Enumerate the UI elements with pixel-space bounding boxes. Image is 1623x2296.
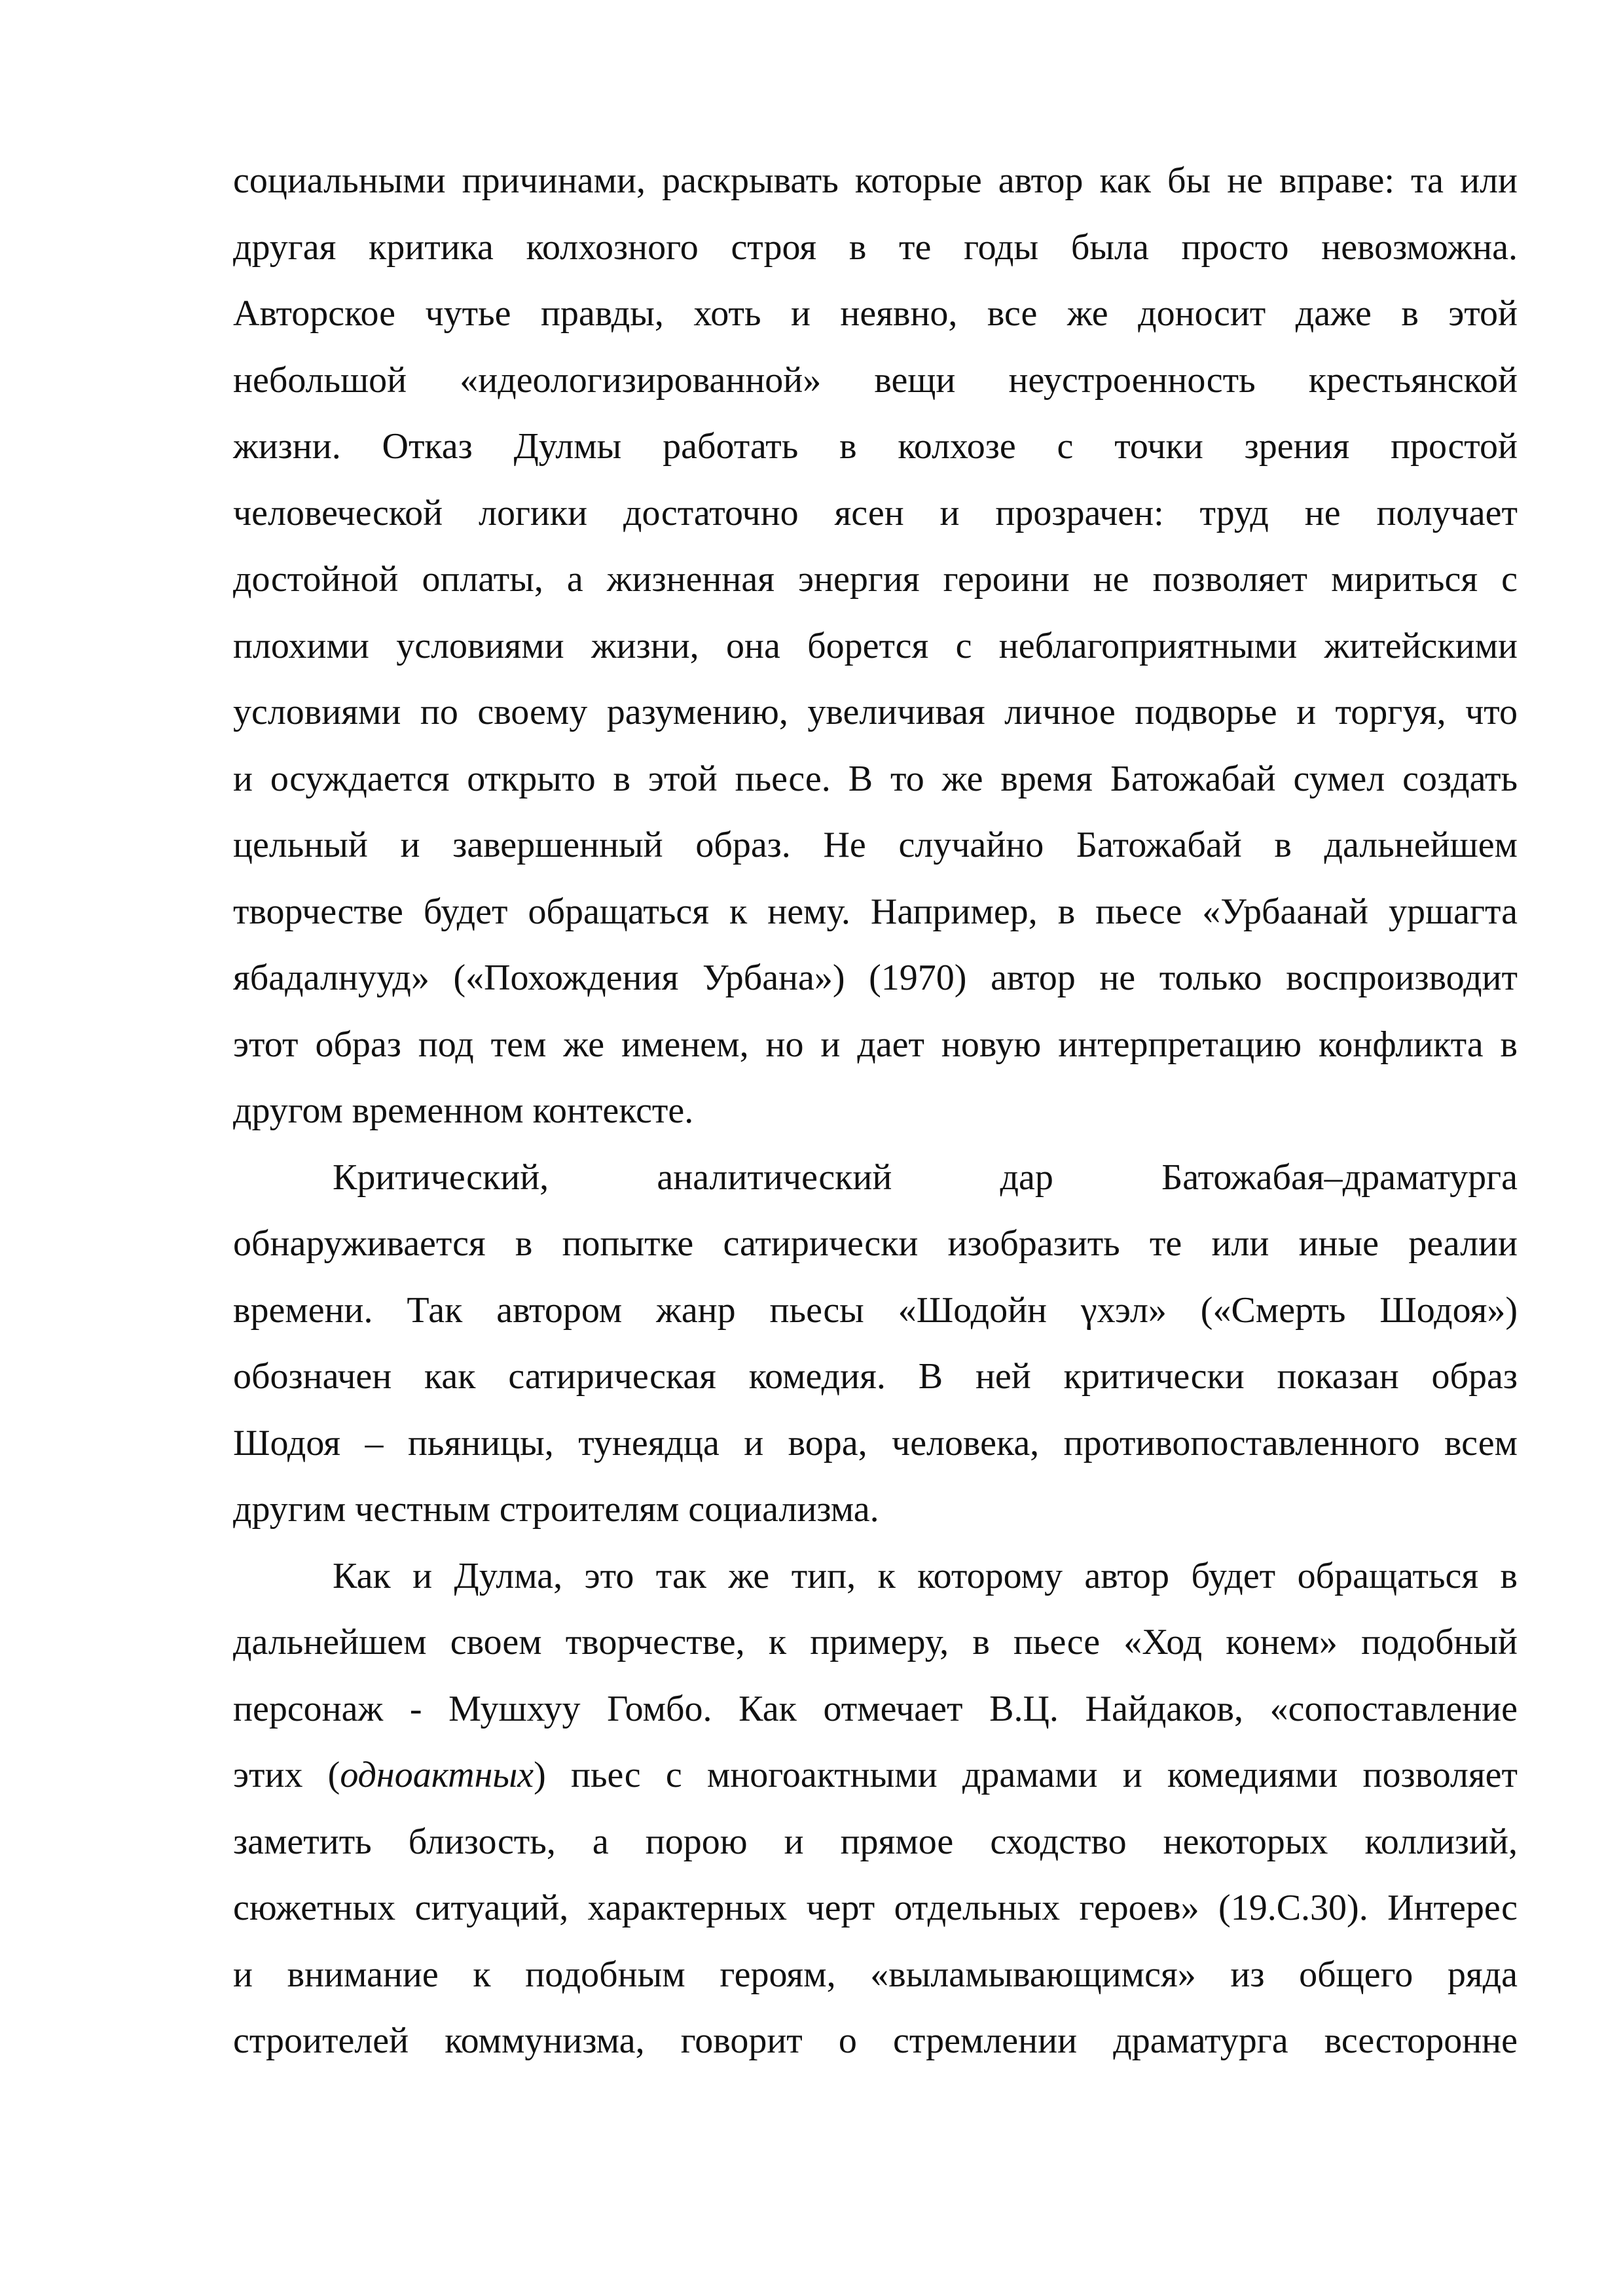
text-line-4: небольшой «идеологизированной» вещи неустроенность крестьянской xyxy=(233,359,1518,401)
text-line-24: персонаж - Мушхуу Гомбо. Как отмечает В.Ц. Найдаков, «сопоставление xyxy=(233,1688,1518,1729)
text-line-15: другом временном контексте. xyxy=(233,1090,694,1131)
text-line-9: условиями по своему разумению, увеличивая личное подворье и торгуя, что xyxy=(233,692,1518,732)
text-line-27: сюжетных ситуаций, характерных черт отдельных героев» (19.С.30). Интерес xyxy=(233,1888,1518,1928)
text-line-18: времени. Так автором жанр пьесы «Шодойн γхэл» («Смерть Шодоя») xyxy=(233,1289,1518,1331)
text-line-26: заметить близость, а порою и прямое сходство некоторых коллизий, xyxy=(233,1821,1518,1862)
text-line-19: обозначен как сатирическая комедия. В ней критически показан образ xyxy=(233,1356,1518,1397)
text-line-17: обнаруживается в попытке сатирически изобразить те или иные реалии xyxy=(233,1223,1518,1264)
text-line-11: цельный и завершенный образ. Не случайно Батожабай в дальнейшем xyxy=(233,825,1518,865)
text-line-28: и внимание к подобным героям, «выламывающимся» из общего ряда xyxy=(233,1954,1518,1995)
text-line-5: жизни. Отказ Дулмы работать в колхозе с точки зрения простой xyxy=(233,426,1518,467)
text-line-22: Как и Дулма, это так же тип, к которому автор будет обращаться в xyxy=(333,1555,1518,1596)
text-line-2: другая критика колхозного строя в те годы была просто невозможна. xyxy=(233,226,1518,268)
text-line-21: другим честным строителям социализма. xyxy=(233,1489,879,1530)
text-line-13: ябадалнууд» («Похождения Урбана») (1970) автор не только воспроизводит xyxy=(233,958,1518,998)
text-line-7: достойной оплаты, а жизненная энергия героини не позволяет мириться с xyxy=(233,559,1518,600)
text-line-29: строителей коммунизма, говорит о стремлении драматурга всесторонне xyxy=(233,2020,1518,2061)
text-line-16: Критический, аналитический дар Батожабая–драматурга xyxy=(333,1157,1518,1198)
italic-term: одноактных xyxy=(340,1755,534,1795)
text-line-3: Авторское чутье правды, хоть и неявно, все же доносит даже в этой xyxy=(233,293,1518,334)
text-line-8: плохими условиями жизни, она борется с неблагоприятными житейскими xyxy=(233,625,1518,666)
text-line-10: и осуждается открыто в этой пьесе. В то же время Батожабай сумел создать xyxy=(233,758,1518,799)
text-line-14: этот образ под тем же именем, но и дает новую интерпретацию конфликта в xyxy=(233,1024,1518,1065)
text-line-12: творчестве будет обращаться к нему. Например, в пьесе «Урбаанай уршагта xyxy=(233,891,1518,932)
text-line-23: дальнейшем своем творчестве, к примеру, в пьесе «Ход конем» подобный xyxy=(233,1622,1518,1662)
text-line-25-before: этих ( xyxy=(233,1755,340,1795)
text-line-6: человеческой логики достаточно ясен и прозрачен: труд не получает xyxy=(233,492,1518,533)
text-line-25-after: ) пьес с многоактными драмами и комедиями позволяет xyxy=(534,1755,1518,1795)
text-line-1: социальными причинами, раскрывать которые автор как бы не вправе: та или xyxy=(233,160,1518,201)
body-text xyxy=(233,148,1518,2075)
text-line-20: Шодоя – пьяницы, тунеядца и вора, человека, противопоставленного всем xyxy=(233,1422,1518,1463)
text-line-25 xyxy=(233,1742,1518,1809)
